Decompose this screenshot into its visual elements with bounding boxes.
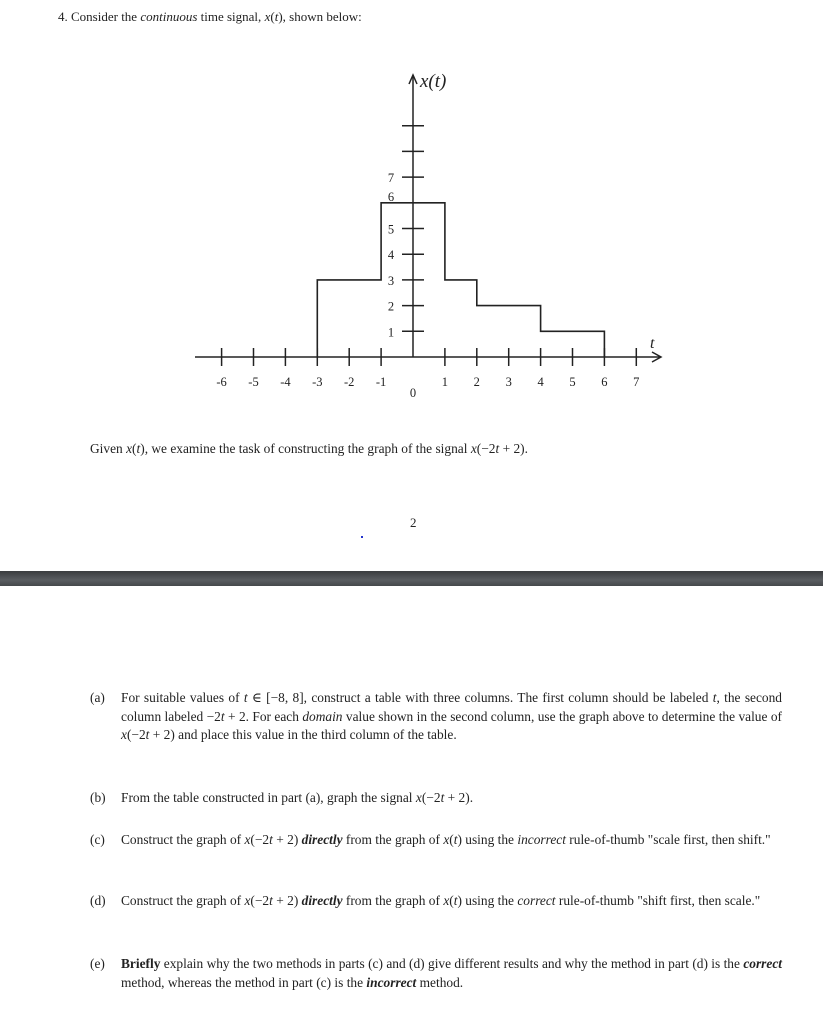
- text-segment: t: [243, 690, 248, 705]
- y-tick-label: 1: [387, 325, 395, 340]
- x-tick-label: 3: [505, 375, 512, 389]
- text-segment: continuous: [140, 9, 198, 24]
- text-segment: t: [136, 441, 141, 456]
- text-segment: t: [274, 9, 279, 24]
- part-text: [121, 789, 782, 808]
- text-segment: ), we examine the task of constructing the graph of the signal: [140, 441, 471, 456]
- signal-line: [317, 203, 604, 357]
- text-segment: from the graph of: [342, 893, 444, 908]
- text-segment: time signal,: [197, 9, 265, 24]
- x-tick-label: 1: [441, 375, 449, 389]
- text-segment: , the second column labeled −2: [121, 690, 782, 724]
- given-text: [90, 441, 528, 457]
- text-segment: from the graph of: [342, 832, 444, 847]
- part-c: [90, 831, 782, 850]
- cursor-dot: [361, 536, 363, 538]
- text-segment: rule-of-thumb "shift first, then scale.": [555, 893, 761, 908]
- page-separator-bar: [0, 571, 823, 586]
- signal-graph: [0, 0, 823, 420]
- text-segment: (−2: [250, 832, 270, 847]
- text-segment: x: [443, 893, 450, 908]
- text-segment: x: [264, 9, 271, 24]
- x-tick-label: -5: [248, 375, 259, 389]
- text-segment: t: [453, 893, 458, 908]
- page-number: 2: [410, 515, 417, 530]
- x-tick-label: -3: [312, 375, 323, 389]
- text-segment: x: [244, 832, 251, 847]
- part-text: [121, 831, 782, 850]
- text-segment: domain: [302, 708, 343, 724]
- text-segment: For suitable values of: [121, 690, 244, 705]
- x-axis-label: t: [650, 335, 655, 352]
- text-segment: correct: [517, 893, 556, 908]
- text-segment: + 2).: [444, 790, 474, 805]
- x-tick-label: 6: [601, 375, 608, 389]
- text-segment: incorrect: [366, 974, 417, 990]
- text-segment: method.: [416, 974, 464, 990]
- x-tick-label: -4: [280, 375, 291, 389]
- part-label: (b): [90, 790, 106, 805]
- text-segment: method, whereas the method in part (c) is the: [121, 974, 367, 990]
- text-segment: directly: [301, 893, 343, 908]
- text-segment: 4. Consider the: [58, 9, 141, 24]
- text-segment: t: [269, 893, 273, 908]
- y-axis-label: x(t): [420, 71, 447, 92]
- part-text: [121, 955, 782, 992]
- text-segment: x: [121, 727, 127, 743]
- text-segment: (: [449, 832, 454, 847]
- text-segment: (−2: [126, 727, 146, 743]
- part-a: [90, 689, 782, 745]
- text-segment: correct: [743, 956, 782, 971]
- part-label: (e): [90, 956, 105, 971]
- text-segment: Construct the graph of: [121, 893, 245, 908]
- part-b: [90, 789, 782, 808]
- x-tick-label: -6: [216, 375, 227, 389]
- part-d: [90, 892, 782, 911]
- text-segment: x: [470, 441, 477, 456]
- text-segment: + 2. For each: [224, 708, 303, 724]
- y-tick-label: 2: [387, 299, 395, 314]
- x-tick-label: 2: [473, 375, 480, 389]
- text-segment: (: [449, 893, 454, 908]
- text-segment: Construct the graph of: [121, 832, 245, 847]
- part-label: (c): [90, 832, 105, 847]
- text-segment: t: [712, 690, 717, 705]
- x-tick-label: 7: [633, 375, 640, 389]
- text-segment: rule-of-thumb "scale first, then shift.": [565, 832, 771, 847]
- x-tick-label: -1: [375, 375, 387, 389]
- text-segment: (−2: [250, 893, 270, 908]
- text-segment: ) using the: [457, 832, 518, 847]
- text-segment: ∈ [−8, 8], construct a table with three columns. The first column should be labeled: [247, 690, 713, 705]
- part-label: (d): [90, 893, 106, 908]
- text-segment: explain why the two methods in parts (c) and (d) give different results and why the method in part (d) is the: [160, 956, 744, 971]
- text-segment: t: [145, 727, 150, 743]
- text-segment: + 2): [272, 832, 302, 847]
- part-text: [121, 892, 782, 911]
- text-segment: t: [220, 708, 225, 724]
- part-e: [90, 955, 782, 992]
- text-segment: x: [415, 790, 422, 805]
- text-segment: Given: [90, 441, 127, 456]
- text-segment: t: [269, 832, 273, 847]
- text-segment: directly: [301, 832, 343, 847]
- text-segment: x: [126, 441, 133, 456]
- x-tick-label: 0: [409, 386, 417, 400]
- text-segment: ), shown below:: [278, 9, 362, 24]
- part-text: [121, 689, 782, 745]
- text-segment: x: [443, 832, 450, 847]
- text-segment: + 2) and place this value in the third column of the table.: [149, 727, 457, 743]
- x-tick-label: 4: [537, 375, 544, 389]
- y-tick-label: 7: [387, 171, 395, 186]
- text-segment: incorrect: [517, 832, 566, 847]
- text-segment: t: [440, 790, 445, 805]
- y-tick-label: 6: [387, 189, 395, 204]
- text-segment: From the table constructed in part (a), graph the signal: [121, 790, 416, 805]
- text-segment: Briefly: [121, 956, 161, 971]
- x-tick-label: -2: [343, 375, 355, 389]
- y-tick-label: 3: [387, 273, 395, 288]
- x-tick-label: 5: [569, 375, 576, 389]
- text-segment: (: [270, 9, 275, 24]
- text-segment: value shown in the second column, use the graph above to determine the value of: [342, 708, 782, 724]
- text-segment: ) using the: [457, 893, 518, 908]
- part-label: (a): [90, 690, 105, 705]
- y-tick-label: 4: [387, 248, 395, 263]
- text-segment: (−2: [476, 441, 496, 456]
- text-segment: + 2).: [499, 441, 528, 456]
- y-tick-label: 5: [387, 222, 395, 237]
- text-segment: (−2: [421, 790, 441, 805]
- text-segment: t: [495, 441, 500, 456]
- text-segment: + 2): [272, 893, 302, 908]
- text-segment: x: [244, 893, 251, 908]
- text-segment: t: [453, 832, 458, 847]
- text-segment: (: [132, 441, 137, 456]
